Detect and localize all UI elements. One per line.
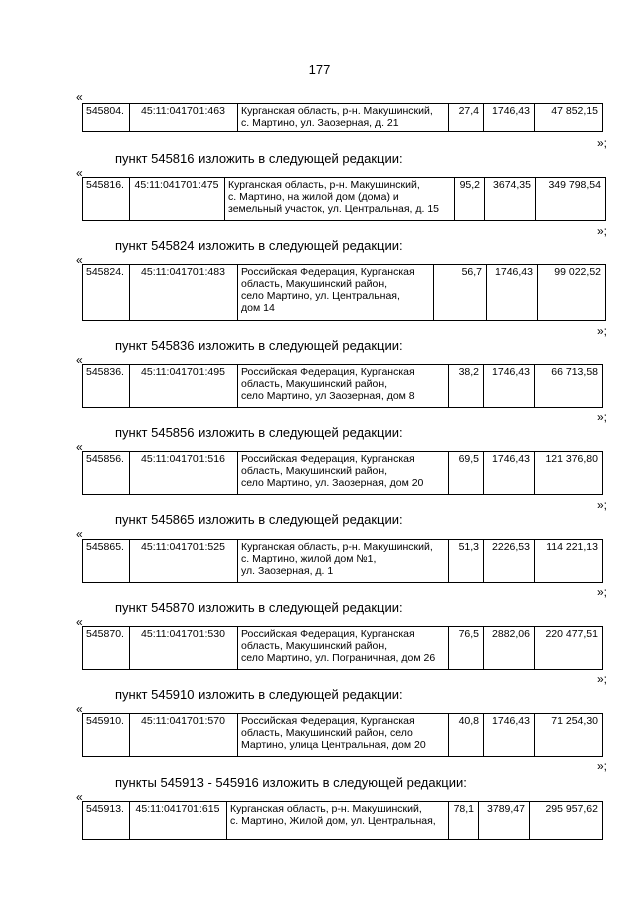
opening-quote: « (76, 440, 83, 454)
cell-price: 1746,43 (484, 365, 535, 408)
amendment-instruction: пункт 545910 изложить в следующей редакции: (115, 687, 403, 702)
table-row (83, 265, 606, 321)
closing-quote: »; (596, 672, 607, 686)
table-row (83, 452, 603, 495)
cell-address: Российская Федерация, Курганская область, Макушинский район, село Мартино, ул. Заозерная, дом 20 (238, 452, 449, 495)
table-row (83, 714, 603, 757)
cell-address: Курганская область, р-н. Макушинский, с. Мартино, ул. Заозерная, д. 21 (238, 104, 449, 132)
cell-number: 545824. (83, 265, 130, 321)
cell-address: Курганская область, р-н. Макушинский, с. Мартино, жилой дом №1, ул. Заозерная, д. 1 (238, 540, 449, 583)
cell-address: Российская Федерация, Курганская область, Макушинский район, село Мартино, ул Заозерная, дом 8 (238, 365, 449, 408)
cell-total-value: 71 254,30 (535, 714, 603, 757)
cell-cadastral-number: 45:11:041701:516 (130, 452, 238, 495)
cell-address: Курганская область, р-н. Макушинский, с. Мартино, Жилой дом, ул. Центральная, (227, 802, 449, 840)
opening-quote: « (76, 790, 83, 804)
property-table (82, 801, 603, 840)
cell-total-value: 349 798,54 (536, 178, 606, 221)
cell-number: 545870. (83, 627, 130, 670)
cell-total-value: 295 957,62 (530, 802, 603, 840)
cell-cadastral-number: 45:11:041701:495 (130, 365, 238, 408)
cell-number: 545913. (83, 802, 130, 840)
cell-number: 545910. (83, 714, 130, 757)
closing-quote: »; (596, 324, 607, 338)
cell-number: 545856. (83, 452, 130, 495)
cell-address: Российская Федерация, Курганская область, Макушинский район, село Мартино, ул. Пограничная, дом 26 (238, 627, 449, 670)
cell-price: 2882,06 (484, 627, 535, 670)
cell-number: 545836. (83, 365, 130, 408)
amendment-instruction: пункт 545856 изложить в следующей редакции: (115, 425, 403, 440)
cell-price: 1746,43 (484, 104, 535, 132)
cell-total-value: 99 022,52 (538, 265, 606, 321)
cell-area: 27,4 (449, 104, 484, 132)
table-row (83, 540, 603, 583)
cell-cadastral-number: 45:11:041701:463 (130, 104, 238, 132)
cell-cadastral-number: 45:11:041701:525 (130, 540, 238, 583)
table-row (83, 178, 606, 221)
cell-area: 78,1 (449, 802, 479, 840)
cell-price: 1746,43 (484, 714, 535, 757)
property-table (82, 713, 603, 757)
closing-quote: »; (596, 585, 607, 599)
opening-quote: « (76, 353, 83, 367)
cell-price: 1746,43 (487, 265, 538, 321)
property-table (82, 177, 606, 221)
amendment-instruction: пункт 545824 изложить в следующей редакции: (115, 238, 403, 253)
cell-area: 95,2 (455, 178, 485, 221)
table-row (83, 627, 603, 670)
cell-cadastral-number: 45:11:041701:570 (130, 714, 238, 757)
closing-quote: »; (596, 498, 607, 512)
cell-area: 40,8 (449, 714, 484, 757)
property-table (82, 264, 606, 321)
cell-cadastral-number: 45:11:041701:615 (130, 802, 227, 840)
cell-total-value: 220 477,51 (535, 627, 603, 670)
table-row (83, 365, 603, 408)
opening-quote: « (76, 527, 83, 541)
cell-price: 3674,35 (485, 178, 536, 221)
property-table (82, 364, 603, 408)
amendment-instruction: пункт 545836 изложить в следующей редакции: (115, 338, 403, 353)
opening-quote: « (76, 253, 83, 267)
cell-total-value: 47 852,15 (535, 104, 603, 132)
cell-address: Российская Федерация, Курганская область, Макушинский район, село Мартино, улица Центральная, дом 20 (238, 714, 449, 757)
property-table (82, 103, 603, 132)
cell-area: 76,5 (449, 627, 484, 670)
opening-quote: « (76, 166, 83, 180)
cell-price: 2226,53 (484, 540, 535, 583)
cell-number: 545865. (83, 540, 130, 583)
cell-cadastral-number: 45:11:041701:530 (130, 627, 238, 670)
cell-number: 545804. (83, 104, 130, 132)
amendment-instruction: пункт 545816 изложить в следующей редакции: (115, 151, 403, 166)
property-table (82, 451, 603, 495)
cell-total-value: 66 713,58 (535, 365, 603, 408)
cell-number: 545816. (83, 178, 130, 221)
cell-price: 3789,47 (479, 802, 530, 840)
page-number: 177 (308, 62, 331, 77)
amendment-instruction: пункт 545865 изложить в следующей редакции: (115, 512, 403, 527)
cell-area: 69,5 (449, 452, 484, 495)
table-row (83, 104, 603, 132)
closing-quote: »; (596, 410, 607, 424)
opening-quote: « (76, 615, 83, 629)
cell-area: 56,7 (434, 265, 487, 321)
cell-area: 38,2 (449, 365, 484, 408)
closing-quote: »; (596, 136, 607, 150)
cell-price: 1746,43 (484, 452, 535, 495)
table-row (83, 802, 603, 840)
amendment-instruction: пункты 545913 - 545916 изложить в следующей редакции: (115, 775, 467, 790)
opening-quote: « (76, 702, 83, 716)
amendment-instruction: пункт 545870 изложить в следующей редакции: (115, 600, 403, 615)
closing-quote: »; (596, 759, 607, 773)
cell-total-value: 121 376,80 (535, 452, 603, 495)
opening-quote: « (76, 90, 83, 104)
cell-cadastral-number: 45:11:041701:483 (130, 265, 238, 321)
closing-quote: »; (596, 224, 607, 238)
cell-cadastral-number: 45:11:041701:475 (130, 178, 225, 221)
cell-area: 51,3 (449, 540, 484, 583)
cell-address: Российская Федерация, Курганская область, Макушинский район, село Мартино, ул. Центральная, дом 14 (238, 265, 434, 321)
property-table (82, 539, 603, 583)
cell-total-value: 114 221,13 (535, 540, 603, 583)
property-table (82, 626, 603, 670)
cell-address: Курганская область, р-н. Макушинский, с. Мартино, на жилой дом (дома) и земельный участок, ул. Центральная, д. 15 (225, 178, 455, 221)
